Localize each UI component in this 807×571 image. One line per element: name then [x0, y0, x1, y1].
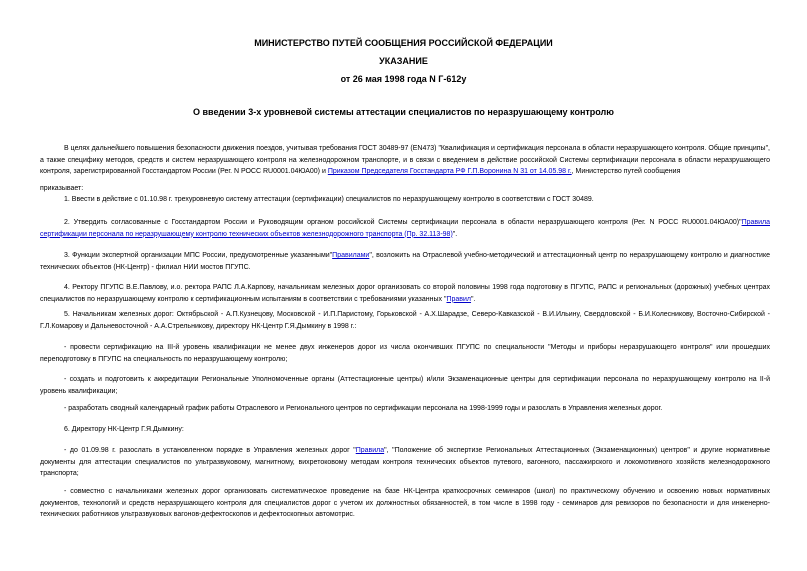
item-4 — [40, 282, 770, 305]
item-5: 5. Начальникам железных дорог: Октябрьской - А.П.Кузнецову, Московской - И.П.Паристому, Горьковской - А.Х.Шарадзе, Северо-Кавказской - В.И.Ильину, Свердловской - Б.И.Колесникову, Восточно-Сибирской - Г.Л.Комарову и Дальневосточной - А.А.Стрельникову, директору НК-Центр Г.Я.Дымкину в 1998 г.: — [40, 311, 770, 330]
item-2 — [40, 217, 770, 240]
item-5-bullet-3: - разработать сводный календарный график работы Отраслевого и Регионального центров по сертификации персонала на 1998-1999 годы и разослать в Управления железных дорог. — [64, 405, 663, 412]
item-6-bullet-2: - совместно с начальниками железных дорог организовать систематическое проведение на базе НК-Центра краткосрочных семинаров (школ) по практическому обучению и освоению новых нормативных документов, технологий и средств неразрушающего контроля для специалистов дорог с учетом их должностных обязанностей, в том числе в 1998 году - семинаров для ревизоров по безопасности и для инженерно-технических работников ультразвуковых вагонов-дефектоскопов и дефектоскопных автомотрис. — [40, 488, 770, 518]
item-1: 1. Ввести в действие с 01.10.98 г. трехуровневую систему аттестации (сертификации) специалистов по неразрушающему контролю в соответствии с ГОСТ 30489. — [64, 196, 594, 203]
item-6-bullet-1 — [40, 445, 770, 480]
preamble-paragraph — [40, 143, 770, 178]
ministry-heading: МИНИСТЕРСТВО ПУТЕЙ СООБЩЕНИЯ РОССИЙСКОЙ ФЕДЕРАЦИИ — [254, 38, 553, 48]
document-date-number: от 26 мая 1998 года N Г-612у — [340, 74, 467, 84]
item-6: 6. Директору НК-Центр Г.Я.Дымкину: — [64, 426, 184, 433]
rules-link-2[interactable]: Правилами — [332, 252, 370, 259]
item-2-text-1: 2. Утвердить согласованные с Госстандартом России и Руководящим органом российской Системы сертификации персонала в области неразрушающего контроля (Рег. N РОСС RU0001.04ЮА00)" — [64, 219, 742, 226]
item-3-text-2: ", возложить на Отраслевой учебно-методический и аттестационный центр по неразрушающему контролю и диагностике технических объектов (НК-Центр) - филиал НИИ мостов ПГУПС. — [40, 252, 770, 271]
item-3-text-1: 3. Функции экспертной организации МПС России, предусмотренные указанными" — [64, 252, 333, 259]
preamble-text-2: , Министерство путей сообщения — [571, 168, 681, 175]
rules-link-4[interactable]: Правила — [355, 447, 385, 454]
rules-link[interactable]: Правила сертификации персонала по неразрушающему контролю технических объектов железнодорожного транспорта (Пр. 32.113-98) — [40, 219, 770, 238]
rules-link-3[interactable]: Правил — [446, 295, 472, 303]
item-5-bullet-2: - создать и подготовить к аккредитации Региональные Уполномоченные органы (Аттестационные центры) и/или Экзаменационные центры для сертификации персонала по неразрушающему контролю на II-й уровень квалификации; — [40, 376, 770, 395]
order-link[interactable]: Приказом Председателя Госстандарта РФ Г.П.Воронина N 31 от 14.05.98 г. — [327, 168, 572, 175]
item-4-text-1: 4. Ректору ПГУПС В.Е.Павлову, и.о. ректора РАПС Л.А.Карпову, начальникам железных дорог организовать со второй половины 1998 года подготовку в ПГУПС, РАПС и региональных (дорожных) учебных центрах специалистов по неразрушающему контролю к сертификационным испытаниям в соответствии с требованиями указанных " — [40, 284, 770, 303]
item-6-bullet-1-text-1: - до 01.09.98 г. разослать в установленном порядке в Управления железных дорог " — [64, 447, 356, 454]
item-5-bullet-1: - провести сертификацию на III-й уровень квалификации не менее двух инженеров дорог из числа окончивших ПГУПС по специальности "Методы и приборы неразрушающего контроля" или прошедших переподготовку в ПГУПС на специальность по неразрушающему контролю; — [40, 344, 770, 363]
item-4-text-2: ". — [471, 295, 476, 303]
item-3 — [40, 250, 770, 273]
item-6-bullet-1-text-2: ", "Положение об экспертизе Региональных Аттестационных (Экзаменационных) центров" и другие нормативные документы для аттестации специалистов по ультразвуковому, магнитному, вихретоковому методам контроля технических объектов путевого, вагонного, пассажирского и локомотивного хозяйств железнодорожного транспорта; — [40, 447, 770, 477]
item-2-text-2: ". — [452, 230, 458, 238]
document-type: УКАЗАНИЕ — [379, 56, 428, 66]
order-word: приказывает: — [40, 185, 84, 192]
document-title: О введении 3-х уровневой системы аттестации специалистов по неразрушающему контролю — [193, 107, 614, 117]
preamble-text-1: В целях дальнейшего повышения безопасности движения поездов, учитывая требования ГОСТ 30489-97 (EN473) "Квалификация и сертификация персонала в области неразрушающего контроля. Общие принципы", а также специфику методов, средств и систем неразрушающего контроля на железнодорожном транспорте, и в связи с введением в действие российской Системы сертификации персонала в области неразрушающего контроля, зарегистрированной Госстандартом России (Рег. N РОСС RU0001.04ЮА00) и — [40, 145, 770, 175]
